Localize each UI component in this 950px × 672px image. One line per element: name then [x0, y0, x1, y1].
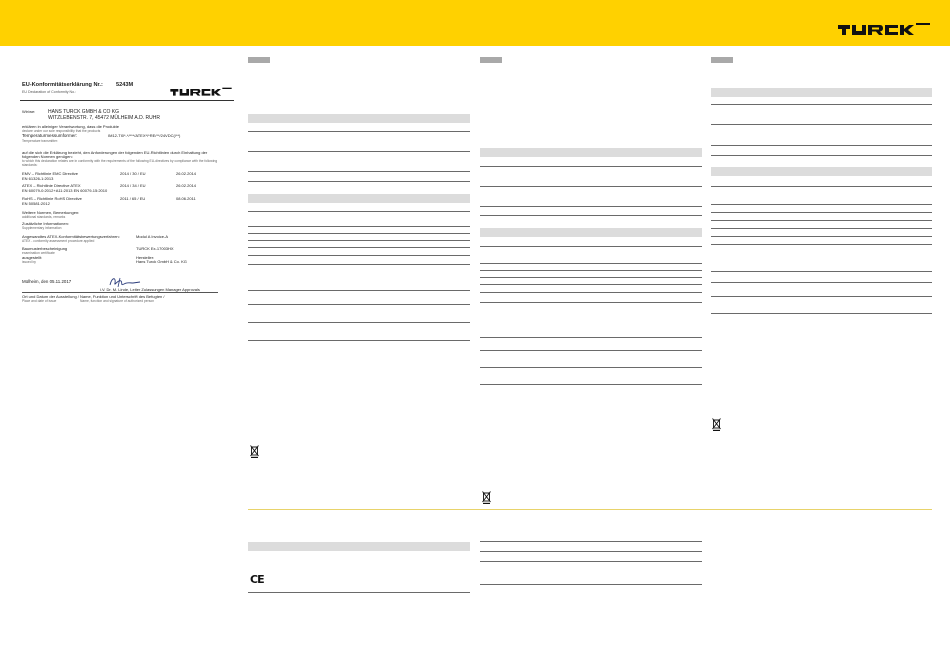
col3-section-band: [711, 88, 932, 97]
col3-rule: [711, 212, 932, 213]
product-label-en: Temperature transmitter:: [22, 139, 58, 143]
col2-rule: [480, 292, 702, 293]
col2-section-band: [480, 148, 702, 157]
col2-rule: [480, 246, 702, 247]
col2-rule: [480, 284, 702, 285]
col2-rule: [480, 215, 702, 216]
issuer-value: Hans Turck GmbH & Co. KG: [136, 259, 187, 264]
name-label: Name, Funktion und Unterschrift des Befugten /: [80, 294, 165, 299]
col1-section-band: [248, 542, 470, 551]
col3-rule: [711, 204, 932, 205]
atex-standard: EN 60079-0:2012+A11:2013 EN 60079-15:2010: [22, 188, 108, 193]
atex-date: 26.02.2014: [176, 183, 197, 188]
emv-date: 26.02.2014: [176, 171, 197, 176]
place-date: Mülheim, den 05.11.2017: [22, 279, 72, 284]
col3-rule: [711, 244, 932, 245]
declaration-title: EU-Konformitätserklärung Nr.:: [22, 82, 103, 88]
wir-label: Wir/we:: [22, 109, 36, 114]
further-standards: Weitere Normen, Bemerkungen:: [22, 210, 80, 215]
col1-rule: [248, 592, 470, 593]
additional-info-en: Supplementary information: [22, 226, 62, 230]
col1-rule: [248, 247, 470, 248]
col2-heading-block: [480, 57, 502, 63]
col2-rule: [480, 337, 702, 338]
emv-code: 2014 / 30 / EU: [120, 171, 146, 176]
atex-directive: ATEX – Richtlinie Directive ATEX: [22, 183, 81, 188]
company-address: WITZLEBENSTR. 7, 45472 MÜLHEIM A.D. RUHR: [48, 115, 160, 121]
col2-rule: [480, 302, 702, 303]
issued-label-en: issued by: [22, 260, 36, 264]
col1-rule: [248, 264, 470, 265]
col1-rule: [248, 181, 470, 182]
col3-rule: [711, 186, 932, 187]
place-label-en: Place and date of issue: [22, 299, 57, 303]
conformity-de-2: folgenden Normen genügen:: [22, 154, 73, 159]
crossed-out-wheelie-bin-icon: [482, 491, 491, 504]
rohs-date: 08.06.2011: [176, 196, 196, 201]
procedure-label: Angewandtes ATEX-Konformitätsbewertungsverfahren:: [22, 234, 120, 239]
col3-rule: [711, 155, 932, 156]
certificate-label: Baumusterbescheinigung: [22, 246, 68, 251]
conformity-en: to which this declaration relates are in conformity with the requirements of the following EU-directives by compliance with the following: [22, 159, 218, 163]
col1-rule: [248, 211, 470, 212]
rohs-code: 2011 / 65 / EU: [120, 196, 146, 201]
col3-rule: [711, 145, 932, 146]
product-label: Temperaturmessumformer:: [22, 133, 78, 138]
col3-rule: [711, 228, 932, 229]
procedure-label-en: ATEX - conformity assessment procedure applied: [22, 239, 95, 243]
col3-rule: [711, 124, 932, 125]
col2-section-band: [480, 228, 702, 237]
col2-rule: [480, 270, 702, 271]
col1-rule: [248, 322, 470, 323]
turck-logo-small: [169, 86, 233, 96]
responsibility-en: declare under our sole responsibility that the products: [22, 129, 101, 133]
col3-rule: [711, 220, 932, 221]
col3-rule: [711, 236, 932, 237]
responsibility-de: erklären in alleiniger Verantwortung, dass die Produkte: [22, 124, 119, 129]
col2-rule: [480, 186, 702, 187]
ce-mark-icon: CE: [250, 573, 264, 586]
declaration-number: 5243M: [116, 82, 134, 88]
col1-rule: [248, 290, 470, 291]
col2-rule: [480, 367, 702, 368]
rohs-standard: EN 50581:2012: [22, 201, 50, 206]
procedure-value: Modul A Invoice-A: [136, 234, 169, 239]
col1-rule: [248, 304, 470, 305]
col2-rule: [480, 206, 702, 207]
product-code: IM12-TI0*-*/***/ATEX*/*RE/**/24VDC(/**): [108, 133, 181, 138]
emv-standard: EN 61326-1:2013: [22, 176, 54, 181]
col2-rule: [480, 384, 702, 385]
crossed-out-wheelie-bin-icon: [712, 418, 721, 431]
col3-rule: [711, 296, 932, 297]
conformity-declaration: [20, 80, 234, 316]
signature-line: [22, 292, 218, 293]
certificate-value: TURCK Ex-17003HX: [136, 246, 174, 251]
col1-rule: [248, 340, 470, 341]
col3-rule: [711, 104, 932, 105]
col1-heading-block: [248, 57, 270, 63]
further-standards-en: additional standards, remarks: [22, 215, 66, 219]
col3-rule: [711, 313, 932, 314]
rohs-directive: RoHS – Richtlinie RoHS Directive: [22, 196, 82, 201]
col2-rule: [480, 551, 702, 552]
col1-section-band: [248, 114, 470, 123]
declaration-title-en: EU Declaration of Conformity No.:: [22, 90, 77, 94]
conformity-en-2: standards:: [22, 163, 38, 167]
col3-rule: [711, 271, 932, 272]
issuer-label: Hersteller:: [136, 255, 155, 260]
col3-heading-block: [711, 57, 733, 63]
col1-rule: [248, 131, 470, 132]
col1-rule: [248, 226, 470, 227]
turck-logo: [836, 21, 932, 35]
header-bar: [0, 0, 950, 46]
yellow-divider: [248, 509, 932, 510]
col3-rule: [711, 282, 932, 283]
col1-rule: [248, 233, 470, 234]
col2-rule: [480, 166, 702, 167]
emv-directive: EMV – Richtlinie EMC Directive: [22, 171, 79, 176]
name-label-en: Name, function and signature of authorized person: [80, 299, 155, 303]
col3-section-band: [711, 167, 932, 176]
col1-rule: [248, 240, 470, 241]
atex-code: 2014 / 34 / EU: [120, 183, 146, 188]
signer: i.V. Dr. M. Linde, Leiter Zulassungen Manager Approvals: [100, 287, 200, 292]
place-label: Ort und Datum der Ausstellung /: [22, 294, 79, 299]
col1-section-band: [248, 194, 470, 203]
conformity-de: auf die sich die Erklärung bezieht, den Anforderungen der folgenden EU-Richtlinien durch Einhaltung der: [22, 150, 208, 155]
col2-rule: [480, 263, 702, 264]
issued-label: ausgestellt:: [22, 255, 43, 260]
crossed-out-wheelie-bin-icon: [250, 445, 259, 458]
col2-rule: [480, 350, 702, 351]
col1-rule: [248, 151, 470, 152]
col2-rule: [480, 277, 702, 278]
col2-rule: [480, 541, 702, 542]
certificate-label-en: examination certificate: [22, 251, 55, 255]
col2-rule: [480, 584, 702, 585]
col1-rule: [248, 171, 470, 172]
col2-rule: [480, 561, 702, 562]
col1-rule: [248, 255, 470, 256]
company-name: HANS TURCK GMBH & CO KG: [48, 109, 120, 115]
declaration-header: [20, 80, 234, 101]
additional-info: Zusätzliche Informationen:: [22, 221, 69, 226]
